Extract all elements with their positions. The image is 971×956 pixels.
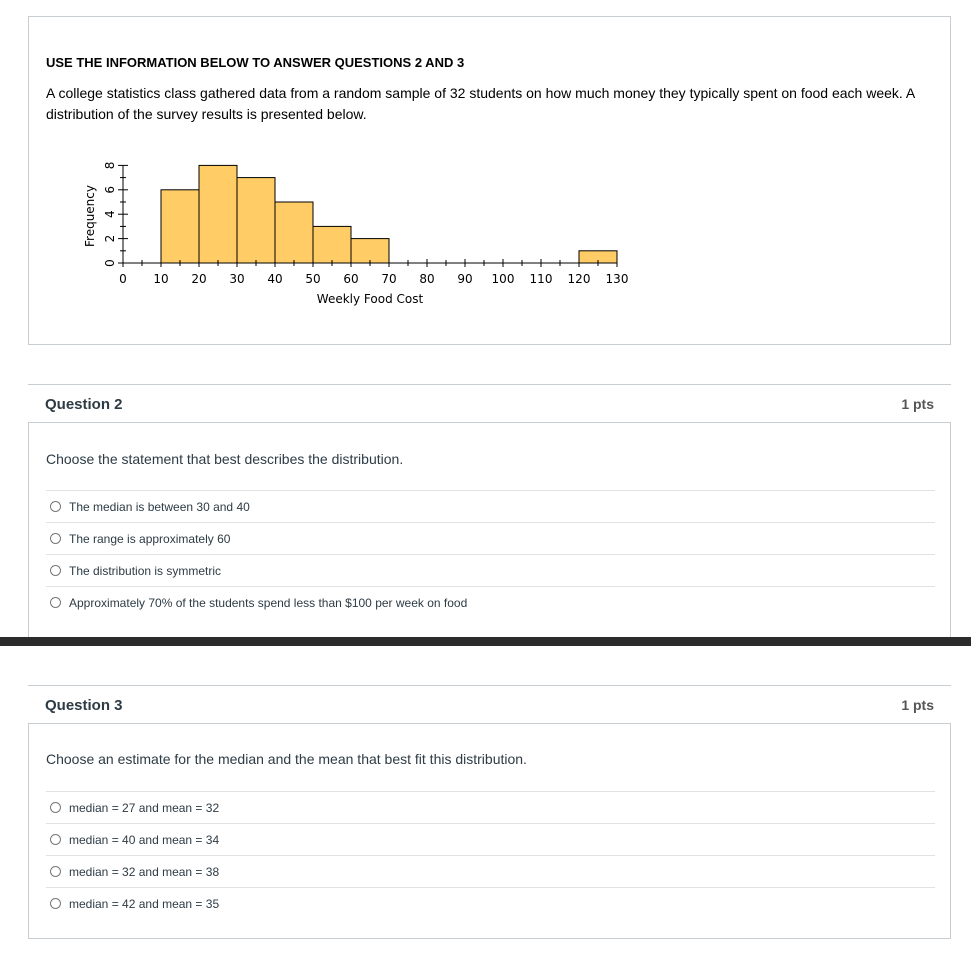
y-tick-label: 8 — [103, 161, 117, 170]
histogram-bar — [199, 165, 237, 263]
answer-option[interactable] — [46, 490, 935, 522]
x-tick-label: 0 — [119, 272, 127, 286]
answer-label: The range is approximately 60 — [69, 531, 231, 546]
x-tick-label: 110 — [529, 272, 553, 286]
answer-label: The median is between 30 and 40 — [69, 499, 250, 514]
x-tick-label: 70 — [381, 272, 397, 286]
radio-button[interactable] — [50, 802, 61, 813]
radio-button[interactable] — [50, 597, 61, 608]
answer-label: Approximately 70% of the students spend less than $100 per week on food — [69, 595, 468, 610]
y-axis-label: Frequency — [83, 185, 97, 247]
answer-label: median = 32 and mean = 38 — [69, 864, 220, 879]
question-2-title: Question 2 — [45, 396, 123, 413]
radio-button[interactable] — [50, 866, 61, 877]
x-tick-label: 50 — [305, 272, 321, 286]
question-3-answers — [46, 791, 935, 919]
question-3-header — [28, 685, 951, 724]
question-3-points: 1 pts — [901, 697, 934, 713]
x-tick-label: 30 — [229, 272, 245, 286]
info-panel — [28, 16, 951, 345]
answer-option[interactable] — [46, 887, 935, 919]
radio-button[interactable] — [50, 533, 61, 544]
radio-button[interactable] — [50, 501, 61, 512]
answer-option[interactable] — [46, 586, 935, 618]
radio-button[interactable] — [50, 565, 61, 576]
answer-label: The distribution is symmetric — [69, 563, 222, 578]
question-2-points: 1 pts — [901, 396, 934, 412]
y-tick-label: 0 — [103, 259, 117, 267]
histogram-bar — [313, 226, 351, 263]
x-tick-label: 90 — [457, 272, 473, 286]
answer-option[interactable] — [46, 855, 935, 887]
info-text: A college statistics class gathered data from a random sample of 32 students on how much money they typically spent on food each week. A distribution of the survey results is presented below. — [46, 85, 915, 122]
question-3-title: Question 3 — [45, 697, 123, 714]
answer-option[interactable] — [46, 522, 935, 554]
question-3-prompt: Choose an estimate for the median and the mean that best fit this distribution. — [46, 751, 527, 767]
answer-option[interactable] — [46, 823, 935, 855]
y-tick-label: 6 — [103, 185, 117, 194]
x-tick-label: 20 — [191, 272, 207, 286]
section-divider — [0, 637, 971, 646]
question-2-header — [28, 384, 951, 423]
x-tick-label: 40 — [267, 272, 283, 286]
question-3-body — [28, 724, 951, 939]
answer-label: median = 27 and mean = 32 — [69, 800, 220, 815]
x-tick-label: 130 — [605, 272, 629, 286]
histogram-bar — [161, 190, 199, 263]
histogram-bar — [351, 239, 389, 263]
question-2-answers — [46, 490, 935, 618]
x-tick-label: 10 — [153, 272, 169, 286]
x-tick-label: 60 — [343, 272, 359, 286]
question-2-prompt: Choose the statement that best describes the distribution. — [46, 451, 404, 467]
question-2-body — [28, 423, 951, 643]
y-tick-label: 2 — [103, 234, 117, 243]
histogram-bar — [237, 178, 275, 263]
x-tick-label: 120 — [567, 272, 591, 286]
weekly-food-cost-histogram — [51, 143, 641, 306]
answer-option[interactable] — [46, 554, 935, 586]
answer-label: median = 40 and mean = 34 — [69, 832, 220, 847]
histogram-bar — [275, 202, 313, 263]
answer-label: median = 42 and mean = 35 — [69, 896, 220, 911]
x-axis-label: Weekly Food Cost — [316, 292, 424, 306]
radio-button[interactable] — [50, 834, 61, 845]
x-tick-label: 80 — [419, 272, 435, 286]
radio-button[interactable] — [50, 898, 61, 909]
answer-option[interactable] — [46, 791, 935, 823]
x-tick-label: 100 — [491, 272, 515, 286]
info-heading: USE THE INFORMATION BELOW TO ANSWER QUESTIONS 2 AND 3 — [46, 55, 465, 70]
y-tick-label: 4 — [103, 210, 117, 219]
